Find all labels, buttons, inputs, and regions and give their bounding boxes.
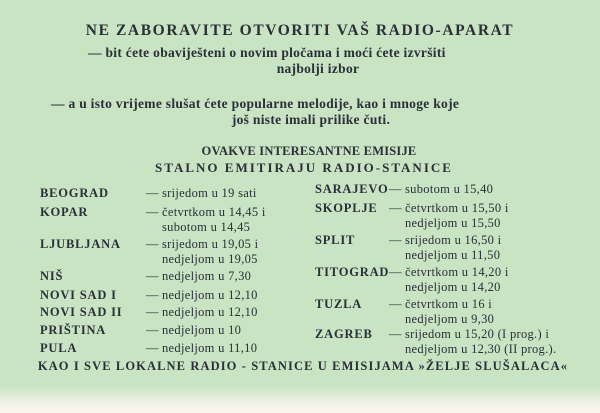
station-city: TITOGRAD <box>315 265 390 279</box>
station-dash: — <box>146 205 159 219</box>
station-city: SKOPLJE <box>315 201 378 215</box>
station-schedule: četvrtkom u 15,50 i nedjeljom u 15,50 <box>405 201 509 230</box>
intro-line-3: — a u isto vrijeme slušat ćete popularne melodije, kao i mnoge koje <box>51 96 460 111</box>
station-city: BEOGRAD <box>40 186 109 200</box>
station-city: LJUBLJANA <box>40 237 121 251</box>
intro-line-2: najbolji izbor <box>276 61 360 76</box>
station-city: SPLIT <box>315 233 356 247</box>
station-schedule: nedjeljom u 11,10 <box>162 341 258 355</box>
station-schedule: nedjeljom u 7,30 <box>162 269 252 283</box>
subheading-line-2: STALNO EMITIRAJU RADIO-STANICE <box>155 160 453 175</box>
intro-line-1: — bit ćete obaviješteni o novim pločama i moći ćete izvršiti <box>88 45 446 60</box>
station-dash: — <box>389 233 402 247</box>
station-dash: — <box>146 237 159 251</box>
station-schedule: subotom u 15,40 <box>405 182 494 196</box>
station-city: NOVI SAD I <box>40 288 117 302</box>
station-dash: — <box>146 323 159 337</box>
station-dash: — <box>389 182 402 196</box>
station-schedule: srijedom u 19,05 i nedjeljom u 19,05 <box>162 237 259 266</box>
station-dash: — <box>146 269 159 283</box>
station-city: NOVI SAD II <box>40 305 123 319</box>
station-city: PRIŠTINA <box>40 323 107 337</box>
station-city: ZAGREB <box>315 327 373 341</box>
subheading-line-1: OVAKVE INTERESANTNE EMISIJE <box>201 144 417 158</box>
station-schedule: nedjeljom u 10 <box>162 323 242 337</box>
station-schedule: četvrtkom u 14,45 i subotom u 14,45 <box>162 205 266 234</box>
station-dash: — <box>146 288 159 302</box>
station-dash: — <box>389 297 402 311</box>
station-city: PULA <box>40 341 78 355</box>
headline: NE ZABORAVITE OTVORITI VAŠ RADIO-APARAT <box>85 22 515 39</box>
station-schedule: nedjeljom u 12,10 <box>162 305 258 319</box>
station-dash: — <box>146 305 159 319</box>
station-dash: — <box>389 265 402 279</box>
station-dash: — <box>389 327 402 341</box>
intro-line-4: još niste imali prilike čuti. <box>231 112 391 127</box>
station-dash: — <box>146 341 159 355</box>
station-city: SARAJEVO <box>315 182 389 196</box>
station-schedule: srijedom u 16,50 i nedjeljom u 11,50 <box>405 233 502 262</box>
footer-note: KAO I SVE LOKALNE RADIO - STANICE U EMISIJAMA »ŽELJE SLUŠALACA« <box>37 359 569 373</box>
station-schedule: srijedom u 19 sati <box>162 186 257 200</box>
station-city: TUZLA <box>315 297 363 311</box>
station-schedule: četvrtkom u 16 i nedjeljom u 9,30 <box>405 297 495 326</box>
station-schedule: srijedom u 15,20 (I prog.) i nedjeljom u 12,30 (II prog.). <box>405 327 557 356</box>
station-dash: — <box>146 186 159 200</box>
station-city: NIŠ <box>40 269 64 283</box>
station-schedule: četvrtkom u 14,20 i nedjeljom u 14,20 <box>405 265 509 294</box>
station-city: KOPAR <box>40 205 89 219</box>
station-dash: — <box>389 201 402 215</box>
station-schedule: nedjeljom u 12,10 <box>162 288 258 302</box>
